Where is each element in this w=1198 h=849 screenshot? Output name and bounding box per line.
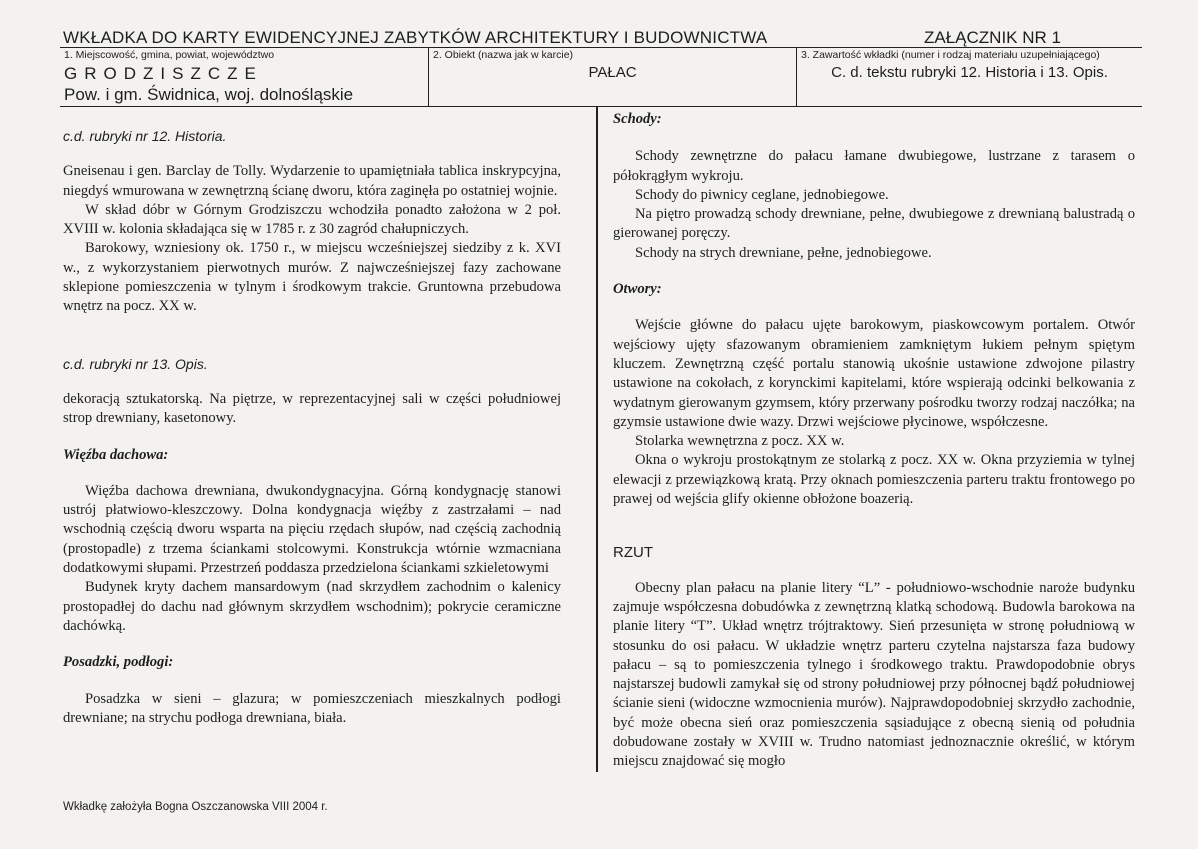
- left-column: [63, 110, 561, 728]
- field-contents-value: C. d. tekstu rubryki 12. Historia i 13. Opis.: [831, 64, 1108, 81]
- field-location: [60, 48, 428, 106]
- history-paragraph: Gneisenau i gen. Barclay de Tolly. Wydarzenie to upamiętniała tablica inskrypcyjna, niegdyś wmurowana w zewnętrzną ścianę dworu, która zaginęła po ostatniej wojnie.: [63, 163, 561, 199]
- stairs-paragraph: Schody na strych drewniane, pełne, jednobiegowe.: [635, 244, 932, 261]
- plan-paragraph: Obecny plan pałacu na planie litery “L” - południowo-wschodnie naroże budynku zajmuje współczesna dobudówka z zewnętrzną klatką schodową. Budowla barokowa na planie litery “T”. Układ wnętrz trójtraktowy. Sień przesunięta w stronę południową w stosunku do osi pałacu. W układzie wnętrz parteru czytelna najstarsza faza budowy pałacu – są to pomieszczenia tylnego i środkowego traktu. Prawdopodobnie obrys najstarszej budowli zamykał się od strony południowej przy północnej bądź południowej ścianie sieni (widoczne wzmocnienia murów). Najprawdopodobniej skrzydło zachodnie, być może obecna sień oraz pomieszczenia sąsiadujące z obecną sienią od południa dobudowane zostały w XVIII w. Trudno natomiast jednoznacznie określić, w którym miejscu znajdować się mogło: [613, 579, 1135, 770]
- header-fields: [60, 47, 1142, 107]
- footer-author: Wkładkę założyła Bogna Oszczanowska VIII 2004 r.: [63, 801, 328, 813]
- heading-history: c.d. rubryki nr 12. Historia.: [63, 128, 227, 144]
- heading-stairs: Schody:: [613, 111, 662, 127]
- openings-paragraph: Okna o wykroju prostokątnym ze stolarką z pocz. XX w. Okna przyziemia w tylnej elewacji z przewiązkową kratą. Przy oknach pomieszczenia parteru traktu frontowego po prawej od wejścia glify okienne obłożone boazerią.: [613, 452, 1135, 508]
- right-column: [613, 110, 1135, 772]
- field-location-admin: Pow. i gm. Świdnica, woj. dolnośląskie: [64, 85, 354, 104]
- openings-paragraph: Wejście główne do pałacu ujęte barokowym, piaskowcowym portalem. Otwór wejściowy ujęty sfazowanym obramieniem zamkniętym łukiem pełnym spiętym kluczem. Zewnętrzną część portalu stanowią ukośnie ustawione zdwojone pilastry ustawione na cokołach, z korynckimi kapitelami, które wspierają odcinki belkowania z wydatnym gierowanym gzymsem, który przerwany pośrodku tworzy rodzaj naczółka; na gzymsie ustawione dwie wazy. Drzwi wejściowe płycinowe, współczesne.: [613, 317, 1135, 430]
- openings-paragraph: Stolarka wewnętrzna z pocz. XX w.: [635, 433, 845, 450]
- field-location-value: GRODZISZCZE: [64, 64, 263, 83]
- field-location-label: 1. Miejscowość, gmina, powiat, województwo: [64, 49, 275, 61]
- field-contents: [796, 48, 1142, 106]
- field-contents-label: 3. Zawartość wkładki (numer i rodzaj materiału uzupełniającego): [801, 49, 1100, 61]
- stairs-paragraph: Schody do piwnicy ceglane, jednobiegowe.: [635, 186, 889, 203]
- heading-description: c.d. rubryki nr 13. Opis.: [63, 355, 208, 372]
- heading-plan: RZUT: [613, 544, 653, 562]
- field-object-value: PAŁAC: [588, 64, 637, 81]
- heading-floors: Posadzki, podłogi:: [63, 654, 174, 671]
- stairs-paragraph: Schody zewnętrzne do pałacu łamane dwubiegowe, lustrzane z tarasem o półokrągłym wykroju.: [613, 148, 1135, 184]
- form-title: WKŁADKA DO KARTY EWIDENCYJNEJ ZABYTKÓW ARCHITEKTURY I BUDOWNICTWA: [63, 28, 768, 47]
- floors-paragraph: Posadzka w sieni – glazura; w pomieszczeniach mieszkalnych podłogi drewniane; na strychu podłoga drewniana, biała.: [63, 690, 561, 726]
- description-paragraph: dekoracją sztukatorską. Na piętrze, w reprezentacyjnej sali w części południowej strop drewniany, kasetonowy.: [63, 390, 561, 427]
- heading-openings: Otwory:: [613, 281, 662, 298]
- field-object: [428, 48, 796, 106]
- stairs-paragraph: Na piętro prowadzą schody drewniane, pełne, dwubiegowe z drewnianą balustradą o gierowanej poręczy.: [613, 206, 1135, 242]
- attachment-label: ZAŁĄCZNIK NR 1: [924, 28, 1061, 47]
- history-paragraph: W skład dóbr w Górnym Grodziszczu wchodziła ponadto założona w 2 poł. XVIII w. kolonia składająca się w 1785 r. z 30 zagród chałupniczych.: [63, 201, 561, 238]
- roof-truss-paragraph: Budynek kryty dachem mansardowym (nad skrzydłem zachodnim o kalenicy prostopadłej do dachu nad głównym skrzydłem wschodnim); pokrycie ceramiczne dachówką.: [63, 579, 561, 634]
- roof-truss-paragraph: Więźba dachowa drewniana, dwukondygnacyjna. Górną kondygnację stanowi ustrój płatwiowo-kleszczowy. Dolna kondygnacja więźby z zastrzałami – nad wschodnią częścią dworu wsparta na pięciu rzędach słupów, nad częścią zachodnią (prostopadle) z trzema ściankami stolcowymi. Konstrukcja wtórnie wzmacniana dodatkowymi słupami. Przestrzeń poddasza przedzielona ściankami szkieletowymi: [63, 482, 561, 577]
- column-divider: [596, 107, 598, 772]
- field-object-label: 2. Obiekt (nazwa jak w karcie): [433, 49, 574, 61]
- heading-roof-truss: Więźba dachowa:: [63, 446, 169, 463]
- history-paragraph: Barokowy, wzniesiony ok. 1750 r., w miejscu wcześniejszej siedziby z k. XVI w., z wykorzystaniem pierwotnych murów. Z najwcześniejszej fazy zachowane sklepione pomieszczenia w tylnym i środkowym trakcie. Gruntowna przebudowa wnętrz na pocz. XX w.: [63, 240, 561, 315]
